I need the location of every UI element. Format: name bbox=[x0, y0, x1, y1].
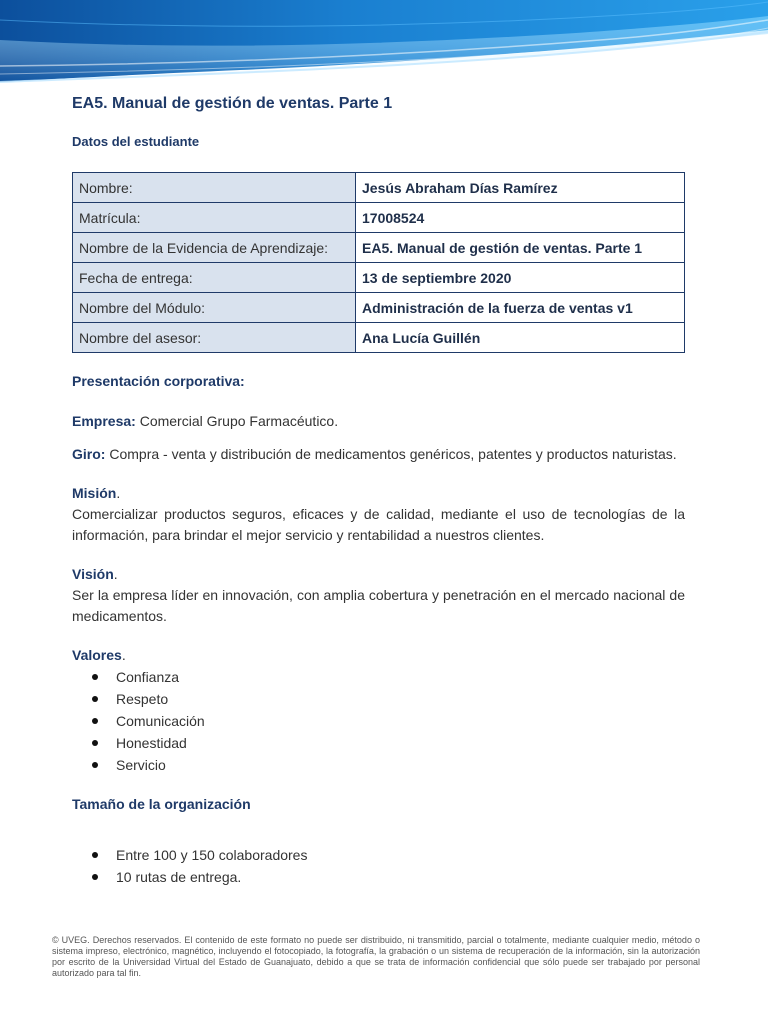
vision-heading bbox=[72, 564, 685, 585]
table-value: Ana Lucía Guillén bbox=[356, 323, 685, 353]
list-item-text: Confianza bbox=[116, 669, 180, 685]
giro-label: Giro: bbox=[72, 446, 106, 462]
list-item-text: Entre 100 y 150 colaboradores bbox=[116, 847, 308, 863]
mision-section bbox=[72, 483, 685, 546]
list-item bbox=[72, 866, 685, 888]
mision-text: Comercializar productos seguros, eficaces y de calidad, mediante el uso de tecnologías de la información, para brindar el mejor servicio y rentabilidad a nuestros clientes. bbox=[72, 506, 685, 543]
empresa-text: Comercial Grupo Farmacéutico. bbox=[135, 413, 339, 429]
valores-heading bbox=[72, 645, 685, 666]
table-row bbox=[73, 323, 685, 353]
table-label: Nombre del asesor: bbox=[73, 323, 356, 353]
tamano-list bbox=[72, 844, 685, 888]
giro-text: Compra - venta y distribución de medicamentos genéricos, patentes y productos naturistas. bbox=[105, 446, 677, 462]
list-item bbox=[72, 754, 685, 776]
bullet-icon bbox=[92, 852, 98, 858]
valores-heading-period: . bbox=[121, 647, 126, 663]
vision-section bbox=[72, 564, 685, 627]
giro-paragraph bbox=[72, 444, 685, 465]
table-label: Nombre de la Evidencia de Aprendizaje: bbox=[73, 233, 356, 263]
vision-heading-text: Visión bbox=[72, 566, 114, 582]
mision-heading-text: Misión bbox=[72, 485, 117, 501]
mision-heading-period: . bbox=[116, 485, 121, 501]
table-label: Nombre: bbox=[73, 173, 356, 203]
table-value: 13 de septiembre 2020 bbox=[356, 263, 685, 293]
presentation-heading: Presentación corporativa: bbox=[72, 373, 245, 389]
valores-list bbox=[72, 666, 685, 776]
list-item bbox=[72, 710, 685, 732]
valores-section bbox=[72, 645, 685, 776]
table-value: Jesús Abraham Días Ramírez bbox=[356, 173, 685, 203]
copyright-footer: © UVEG. Derechos reservados. El contenido de este formato no puede ser distribuido, ni transmitido, parcial o totalmente, mediante cualquier medio, método o sistema impreso, electrónico, magnético, incluyendo el fotocopiado, la fotografía, la grabación o un sistema de recuperación de la información, sin la autorización por escrito de la Universidad Virtual del Estado de Guanajuato, debido a que se trata de información confidencial que sólo puede ser trabajado por personal autorizado para tal fin. bbox=[52, 935, 700, 978]
table-value: 17008524 bbox=[356, 203, 685, 233]
list-item bbox=[72, 844, 685, 866]
list-item bbox=[72, 732, 685, 754]
empresa-label: Empresa: bbox=[72, 413, 136, 429]
bullet-icon bbox=[92, 740, 98, 746]
table-row bbox=[73, 263, 685, 293]
bullet-icon bbox=[92, 718, 98, 724]
student-data-heading: Datos del estudiante bbox=[72, 134, 200, 149]
vision-heading-period: . bbox=[113, 566, 118, 582]
header-banner bbox=[0, 0, 768, 92]
list-item-text: Respeto bbox=[116, 691, 169, 707]
list-item bbox=[72, 688, 685, 710]
table-row bbox=[73, 233, 685, 263]
student-info-table bbox=[72, 172, 685, 353]
table-row bbox=[73, 173, 685, 203]
valores-heading-text: Valores bbox=[72, 647, 122, 663]
bullet-icon bbox=[92, 696, 98, 702]
document-title: EA5. Manual de gestión de ventas. Parte 1 bbox=[72, 95, 393, 112]
bullet-icon bbox=[92, 674, 98, 680]
list-item-text: Comunicación bbox=[116, 713, 205, 729]
table-label: Matrícula: bbox=[73, 203, 356, 233]
mision-heading bbox=[72, 483, 685, 504]
document-body bbox=[72, 94, 685, 888]
list-item bbox=[72, 666, 685, 688]
table-label: Fecha de entrega: bbox=[73, 263, 356, 293]
table-row bbox=[73, 293, 685, 323]
bullet-icon bbox=[92, 762, 98, 768]
empresa-paragraph bbox=[72, 411, 685, 432]
list-item-text: Honestidad bbox=[116, 735, 187, 751]
bullet-icon bbox=[92, 874, 98, 880]
table-value: EA5. Manual de gestión de ventas. Parte 1 bbox=[356, 233, 685, 263]
table-value: Administración de la fuerza de ventas v1 bbox=[356, 293, 685, 323]
list-item-text: Servicio bbox=[116, 757, 166, 773]
list-item-text: 10 rutas de entrega. bbox=[116, 869, 242, 885]
vision-text: Ser la empresa líder en innovación, con amplia cobertura y penetración en el mercado nacional de medicamentos. bbox=[72, 587, 685, 624]
table-label: Nombre del Módulo: bbox=[73, 293, 356, 323]
tamano-heading: Tamaño de la organización bbox=[72, 796, 251, 812]
table-row bbox=[73, 203, 685, 233]
header-wave-graphic bbox=[0, 0, 768, 92]
